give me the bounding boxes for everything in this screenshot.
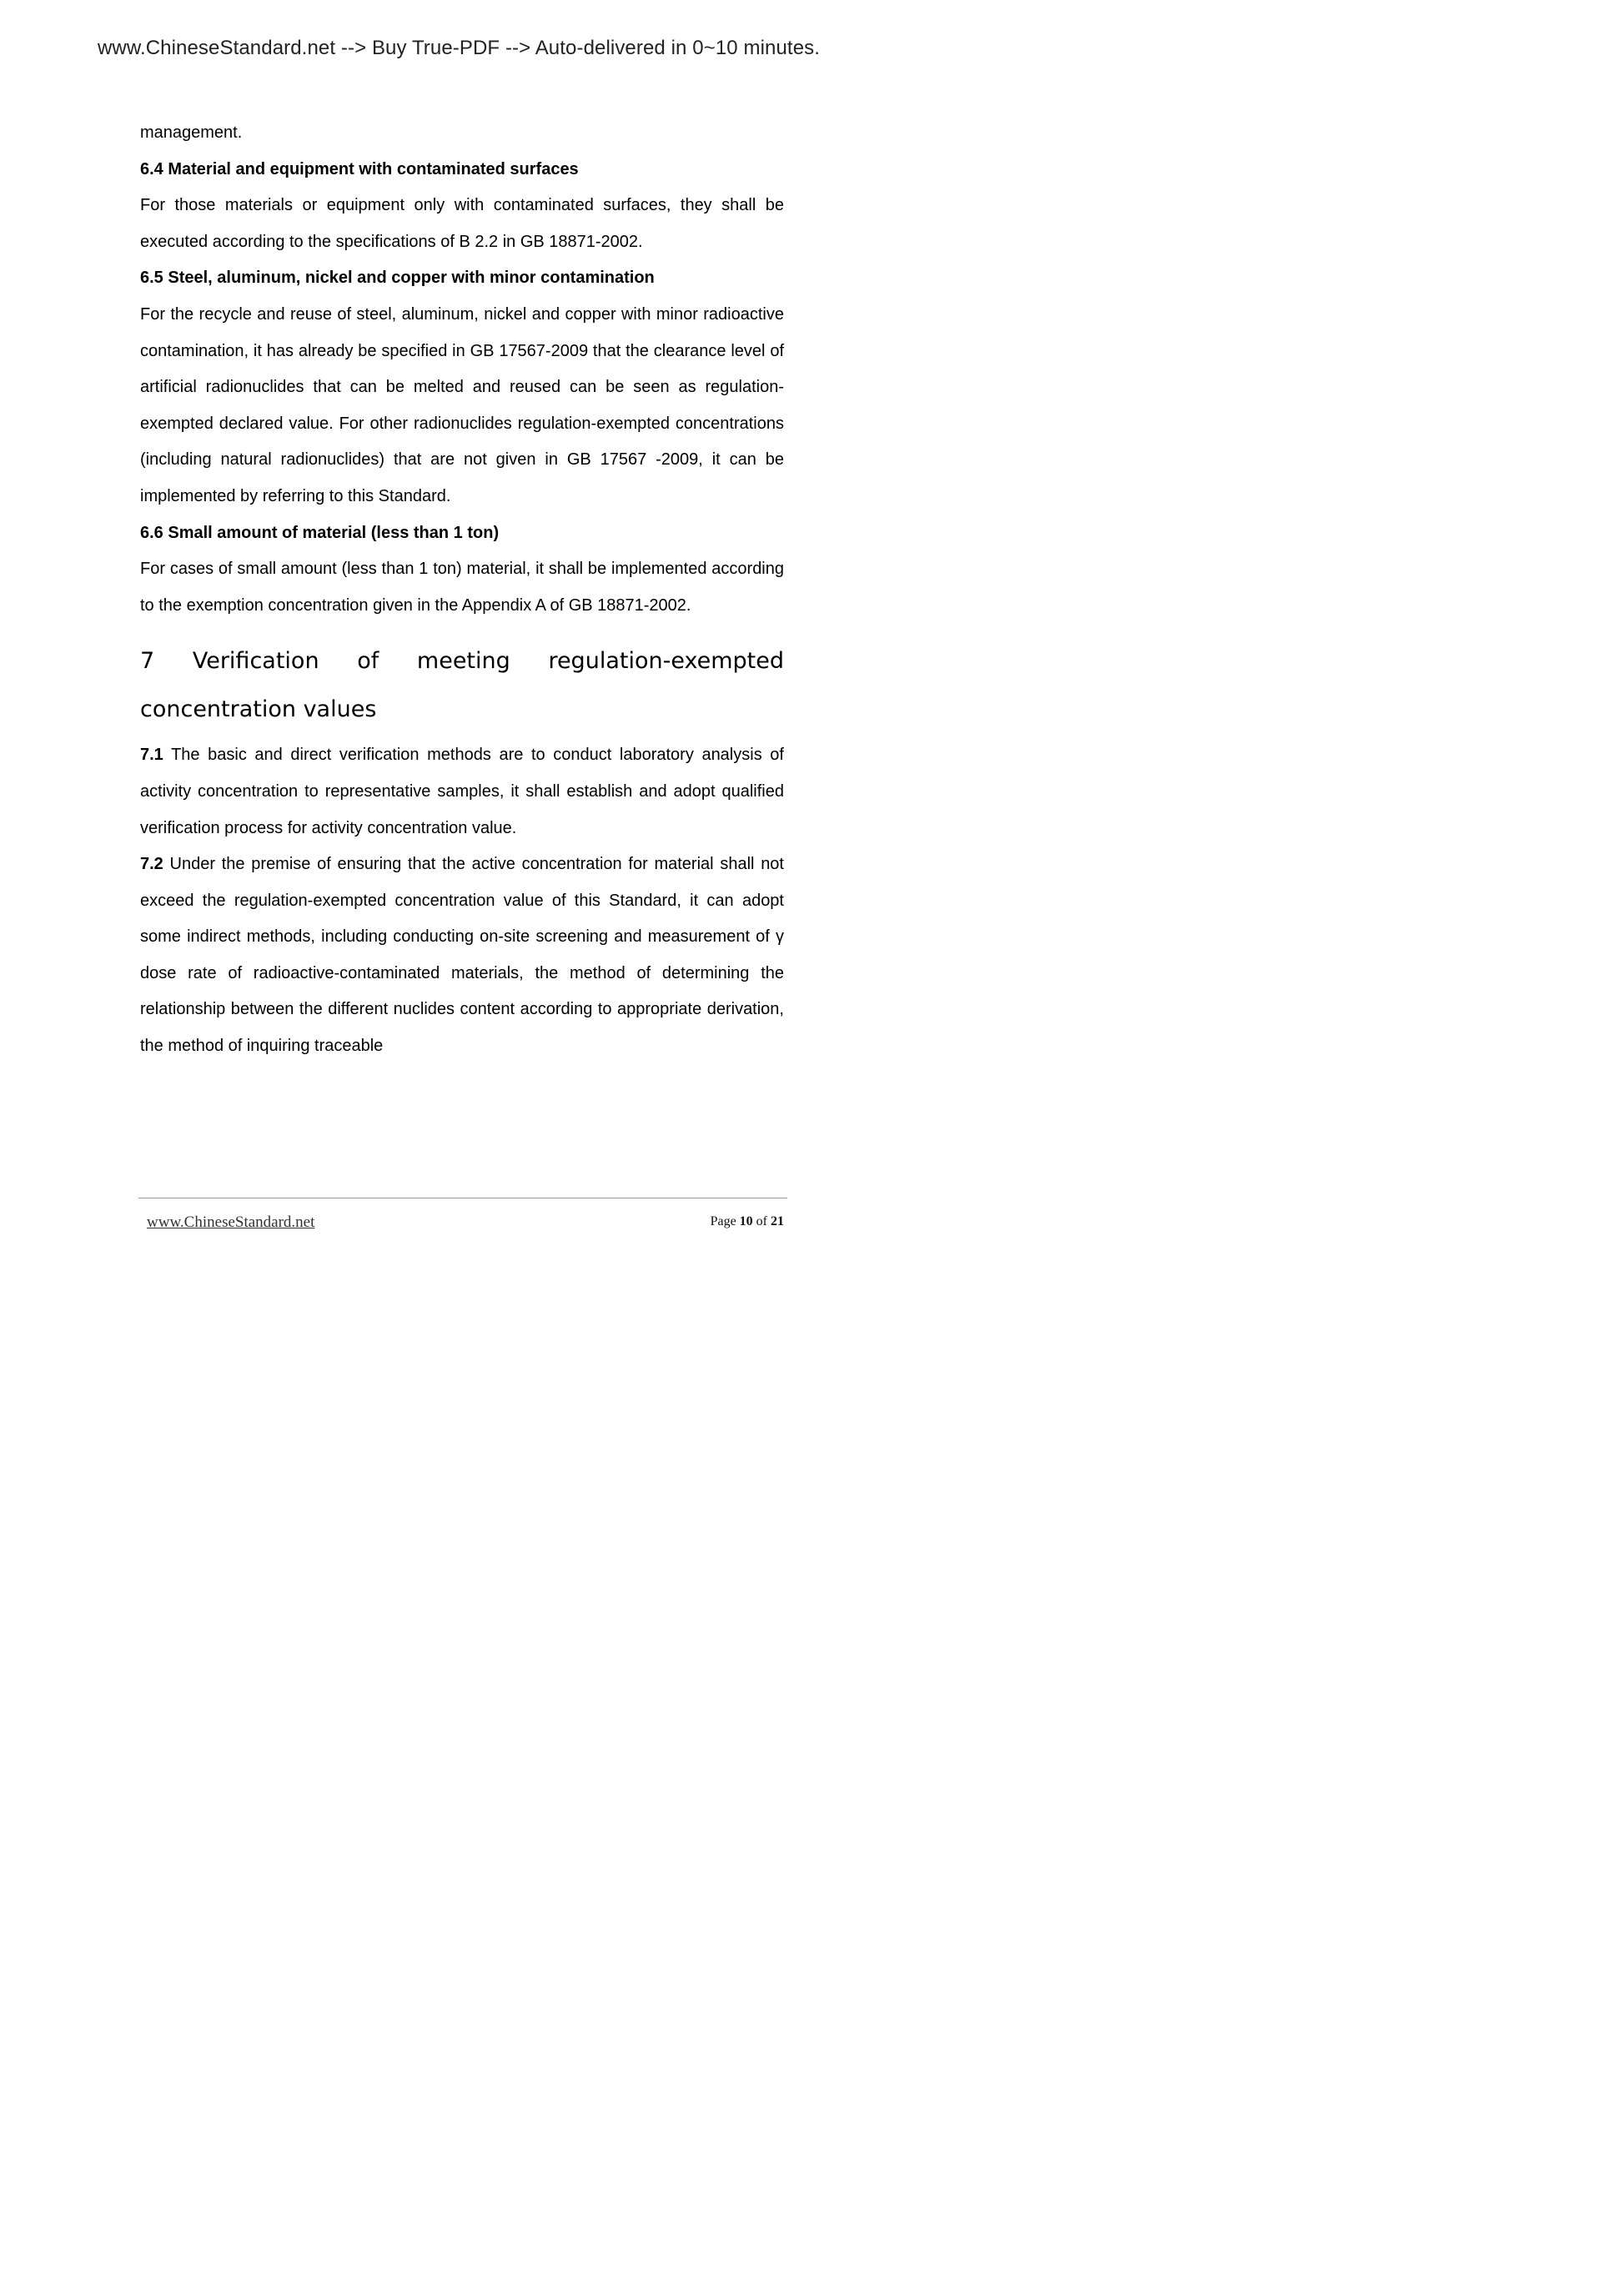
section-7-heading: 7 Verification of meeting regulation-exempted concentration values — [140, 648, 784, 723]
section-6-5-heading: 6.5 Steel, aluminum, nickel and copper with minor contamination — [140, 269, 655, 288]
section-7-2-number: 7.2 — [140, 855, 163, 874]
section-6-5-text: For the recycle and reuse of steel, aluminum, nickel and copper with minor radioactive contamination, it has already be specified in GB 17567-2009 that the clearance level of artificial radionuclides that can be melted and reused can be seen as regulation-exempted declared value. For other radionuclides regulation-exempted concentrations (including natural radionuclides) that are not given in GB 17567 -2009, it can be implemented by referring to this Standard. — [140, 304, 784, 505]
section-7-1-text: The basic and direct verification methods are to conduct laboratory analysis of activity concentration to representative samples, it shall establish and adopt qualified verification process for activity concentration value. — [140, 746, 784, 837]
page-word: Page — [710, 1214, 736, 1228]
section-6-6-heading: 6.6 Small amount of material (less than 1 ton) — [140, 523, 500, 542]
section-6-4-heading: 6.4 Material and equipment with contaminated surfaces — [140, 159, 579, 178]
page-of: of — [756, 1214, 767, 1228]
header-banner[interactable]: www.ChineseStandard.net --> Buy True-PDF --> Auto-delivered in 0~10 minutes. — [97, 37, 821, 59]
footer-website-link[interactable]: www.ChineseStandard.net — [147, 1213, 315, 1231]
section-7-2-paragraph — [140, 847, 784, 1065]
page-content — [140, 115, 784, 1065]
continued-paragraph: management. — [140, 123, 243, 142]
page-total: 21 — [771, 1214, 784, 1228]
section-7-1-paragraph — [140, 737, 784, 847]
page-number — [711, 1214, 784, 1229]
page-current: 10 — [739, 1214, 753, 1228]
section-7-2-text: Under the premise of ensuring that the active concentration for material shall not exceed the regulation-exempted concentration value of this Standard, it can adopt some indirect methods, including conducting on-site screening and measurement of γ dose rate of radioactive-contaminated materials, the method of determining the relationship between the different nuclides content according to appropriate derivation, the method of inquiring traceable — [140, 855, 784, 1056]
section-7-1-number: 7.1 — [140, 746, 163, 765]
section-6-6-text: For cases of small amount (less than 1 ton) material, it shall be implemented according to the exemption concentration given in the Appendix A of GB 18871-2002. — [140, 560, 784, 615]
section-6-4-text: For those materials or equipment only with contaminated surfaces, they shall be executed according to the specifications of B 2.2 in GB 18871-2002. — [140, 196, 784, 251]
